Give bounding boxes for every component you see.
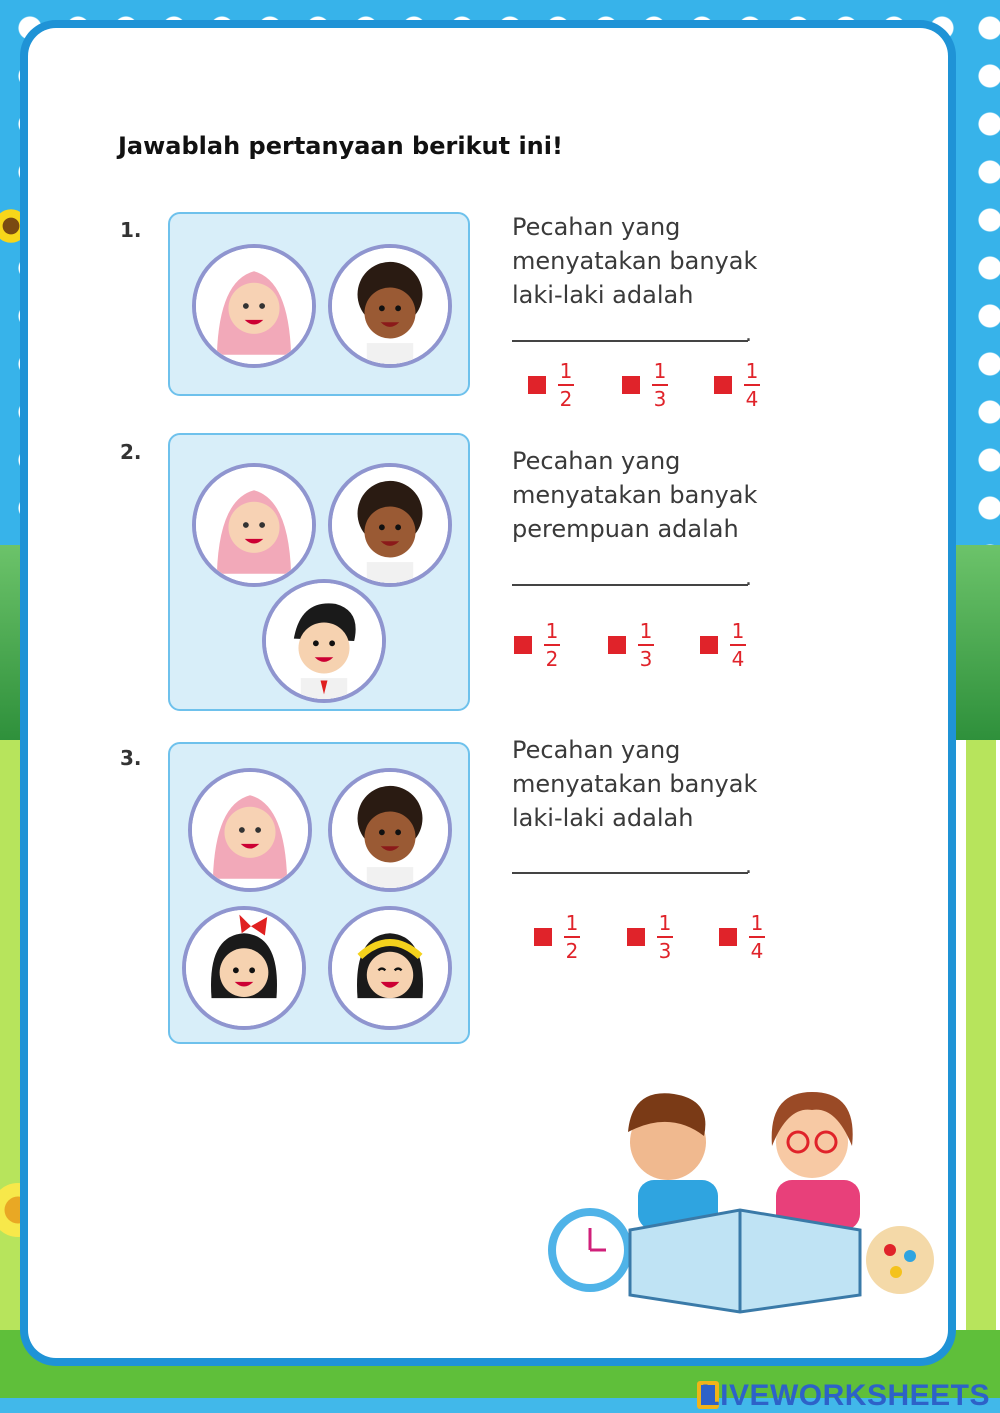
question-text: [512, 210, 812, 312]
question-text: [512, 733, 812, 835]
option-third[interactable]: [627, 912, 673, 962]
fraction: $\frac{1}{3}$: [639, 619, 653, 671]
question-line: laki-laki adalah: [512, 804, 694, 832]
picture-box: [168, 742, 470, 1044]
question-line: menyatakan banyak: [512, 481, 758, 509]
fraction: $\frac{1}{4}$: [745, 359, 759, 411]
option-quarter[interactable]: [700, 620, 746, 670]
checkbox[interactable]: [622, 376, 640, 394]
question-line: Pecahan yang: [512, 447, 681, 475]
fraction: $\frac{1}{3}$: [653, 359, 667, 411]
fraction: $\frac{1}{4}$: [731, 619, 745, 671]
girl-hijab-icon: [192, 244, 316, 368]
checkbox[interactable]: [719, 928, 737, 946]
fraction: $\frac{1}{2}$: [559, 359, 573, 411]
option-quarter[interactable]: [714, 360, 760, 410]
girl-red-bow-icon: [182, 906, 306, 1030]
checkbox[interactable]: [534, 928, 552, 946]
fraction: $\frac{1}{2}$: [565, 911, 579, 963]
checkbox[interactable]: [608, 636, 626, 654]
boy-curly-hair-icon: [328, 463, 452, 587]
option-half[interactable]: [514, 620, 560, 670]
brand-name: LIVEWORKSHEETS: [701, 1379, 990, 1412]
question-line: menyatakan banyak: [512, 247, 758, 275]
fraction: $\frac{1}{4}$: [750, 911, 764, 963]
checkbox[interactable]: [528, 376, 546, 394]
question-number: 3.: [120, 746, 142, 770]
blank-period: .: [745, 566, 752, 591]
picture-box: [168, 433, 470, 711]
option-half[interactable]: [528, 360, 574, 410]
question-text: [512, 444, 812, 546]
answer-blank[interactable]: [512, 872, 748, 874]
boy-curly-hair-icon: [328, 768, 452, 892]
picture-box: [168, 212, 470, 396]
checkbox[interactable]: [627, 928, 645, 946]
fraction: $\frac{1}{2}$: [545, 619, 559, 671]
blank-period: .: [745, 322, 752, 347]
option-half[interactable]: [534, 912, 580, 962]
question-line: Pecahan yang: [512, 736, 681, 764]
question-number: 1.: [120, 218, 142, 242]
answer-blank[interactable]: [512, 584, 748, 586]
boy-black-hair-icon: [262, 579, 386, 703]
answer-blank[interactable]: [512, 340, 748, 342]
checkbox[interactable]: [700, 636, 718, 654]
blank-period: .: [745, 854, 752, 879]
girl-hijab-icon: [192, 463, 316, 587]
checkbox[interactable]: [514, 636, 532, 654]
question-line: Pecahan yang: [512, 213, 681, 241]
option-quarter[interactable]: [719, 912, 765, 962]
checkbox[interactable]: [714, 376, 732, 394]
option-third[interactable]: [608, 620, 654, 670]
worksheet-title: Jawablah pertanyaan berikut ini!: [118, 132, 563, 160]
option-third[interactable]: [622, 360, 668, 410]
girl-hijab-icon: [188, 768, 312, 892]
girl-yellow-headband-icon: [328, 906, 452, 1030]
question-number: 2.: [120, 440, 142, 464]
question-line: perempuan adalah: [512, 515, 739, 543]
boy-curly-hair-icon: [328, 244, 452, 368]
kids-reading-illustration: [540, 1080, 940, 1320]
question-line: menyatakan banyak: [512, 770, 758, 798]
question-line: laki-laki adalah: [512, 281, 694, 309]
fraction: $\frac{1}{3}$: [658, 911, 672, 963]
